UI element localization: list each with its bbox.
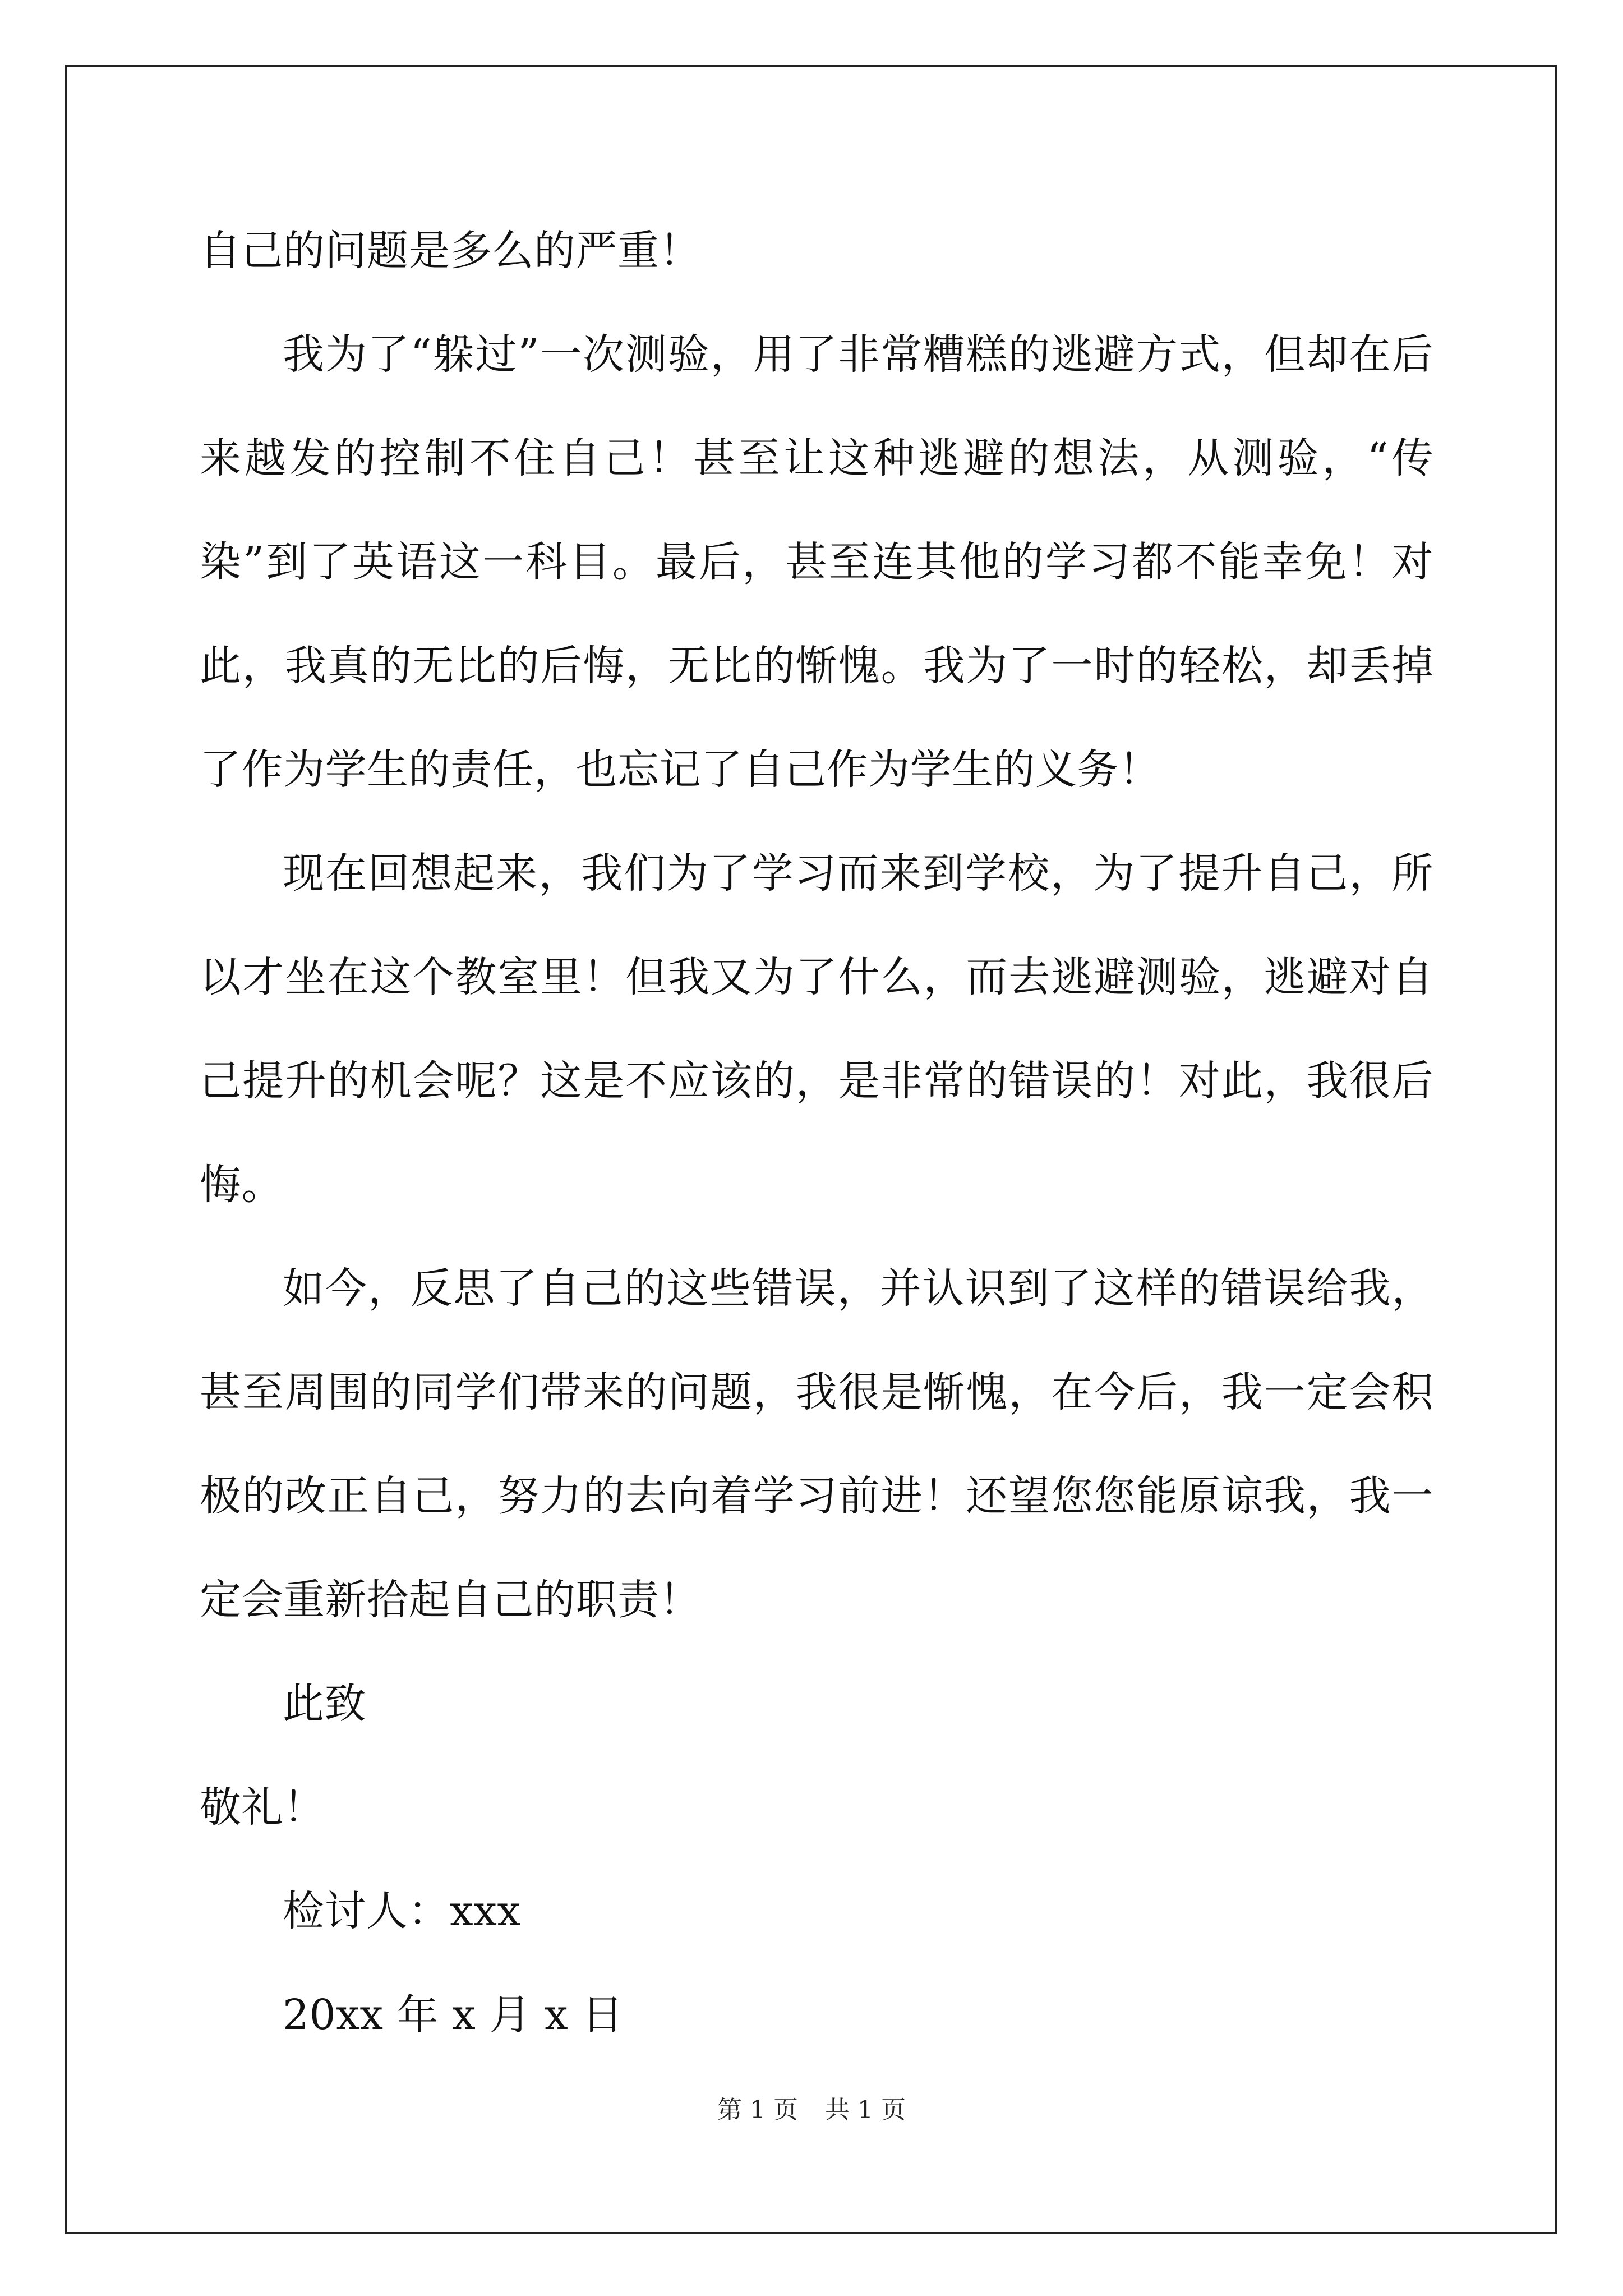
closing-salutation: 此致 bbox=[283, 1680, 366, 1728]
signature-line: 检讨人：xxx bbox=[283, 1887, 521, 1935]
document-body bbox=[200, 199, 1433, 2067]
page-number-total: 共 1 页 bbox=[825, 2096, 906, 2124]
page-number-current: 第 1 页 bbox=[717, 2096, 798, 2124]
paragraph-avoiding-test: 我为了“躲过”一次测验，用了非常糟糕的逃避方式，但却在后来越发的控制不住自己！甚至让这种逃避的想法，从测验，“传染”到了英语这一科目。最后，甚至连其他的学习都不能幸免！对此，我真的无比的后悔，无比的惭愧。我为了一时的轻松，却丢掉了作为学生的责任，也忘记了自己作为学生的义务！ bbox=[200, 330, 1433, 794]
date-line: 20xx 年 x 月 x 日 bbox=[283, 1991, 624, 2039]
closing-regards: 敬礼！ bbox=[200, 1783, 325, 1832]
page-footer bbox=[0, 2090, 1623, 2125]
paragraph-reflection: 现在回想起来，我们为了学习而来到学校，为了提升自己，所以才坐在这个教室里！但我又为了什么，而去逃避测验，逃避对自己提升的机会呢？这是不应该的，是非常的错误的！对此，我很后悔。 bbox=[200, 849, 1433, 1209]
paragraph-opening-line: 自己的问题是多么的严重！ bbox=[200, 227, 701, 275]
paragraph-resolution: 如今，反思了自己的这些错误，并认识到了这样的错误给我，甚至周围的同学们带来的问题，我很是惭愧，在今后，我一定会积极的改正自己，努力的去向着学习前进！还望您您能原谅我，我一定会重新拾起自己的职责！ bbox=[200, 1264, 1433, 1624]
